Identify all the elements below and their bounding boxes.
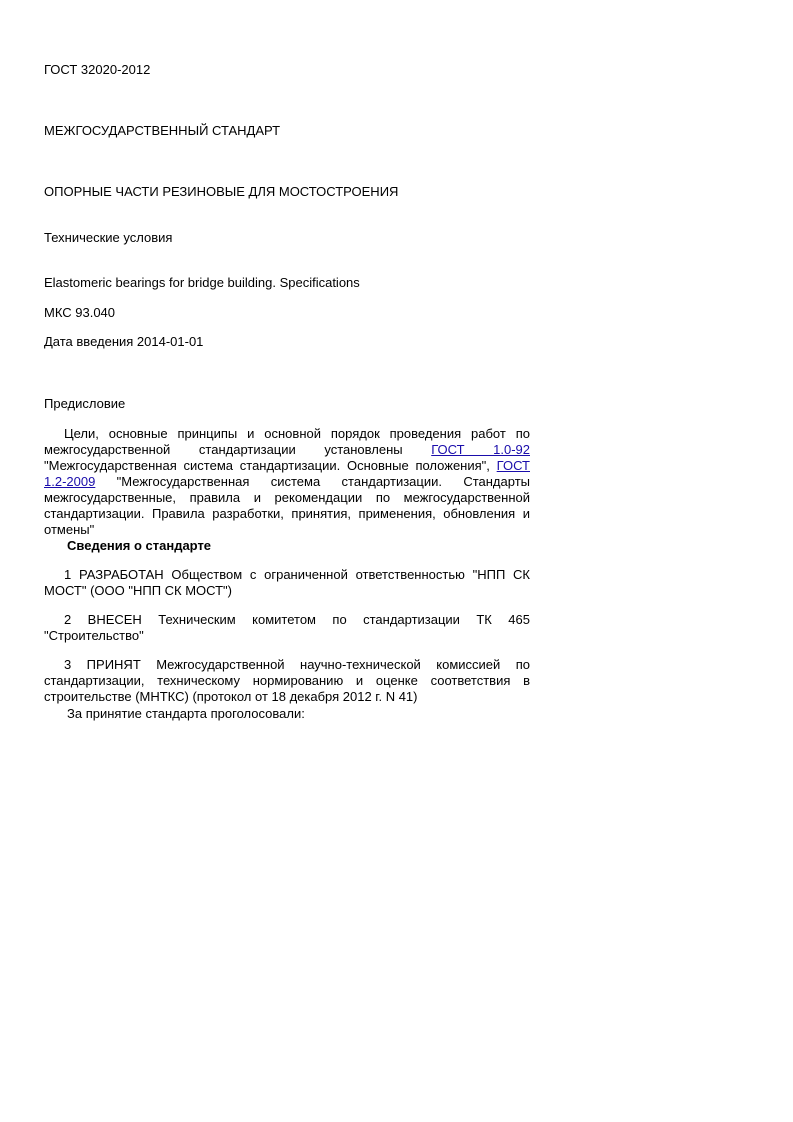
gost-1-0-92-link[interactable]: ГОСТ 1.0-92 (431, 442, 530, 457)
gost-number: ГОСТ 32020-2012 (44, 62, 151, 77)
preface-heading: Предисловие (44, 396, 126, 411)
preface-text-3: "Межгосударственная система стандартизации. Стандарты межгосударственные, правила и рекомендации по межгосударственной стандартизации. Правила разработки, принятия, применения, обновления и отмены" (44, 474, 530, 537)
preface-text-1: Цели, основные принципы и основной порядок проведения работ по межгосударственной стандартизации установлены (44, 426, 530, 457)
mks-code: МКС 93.040 (44, 305, 116, 320)
document-subtitle: Технические условия (44, 230, 173, 245)
item-submitted: 2 ВНЕСЕН Техническим комитетом по стандартизации ТК 465 "Строительство" (44, 612, 530, 643)
voted-text: За принятие стандарта проголосовали: (67, 706, 305, 721)
preface-text-2: "Межгосударственная система стандартизации. Основные положения", (44, 458, 497, 473)
preface-paragraph (44, 426, 530, 538)
introduction-date: Дата введения 2014-01-01 (44, 334, 204, 349)
item-adopted: 3 ПРИНЯТ Межгосударственной научно-технической комиссией по стандартизации, техническому нормированию и оценке соответствия в строительстве (МНТКС) (протокол от 18 декабря 2012 г. N 41) (44, 657, 530, 704)
gost-1-2-2009-link[interactable]: ГОСТ 1.2-2009 (44, 458, 530, 489)
document-title: ОПОРНЫЕ ЧАСТИ РЕЗИНОВЫЕ ДЛЯ МОСТОСТРОЕНИЯ (44, 184, 399, 199)
info-heading: Сведения о стандарте (67, 538, 212, 553)
english-title: Elastomeric bearings for bridge building. Specifications (44, 275, 360, 290)
standard-type: МЕЖГОСУДАРСТВЕННЫЙ СТАНДАРТ (44, 123, 281, 138)
item-developed: 1 РАЗРАБОТАН Обществом с ограниченной ответственностью "НПП СК МОСТ" (ООО "НПП СК МОСТ") (44, 567, 530, 598)
